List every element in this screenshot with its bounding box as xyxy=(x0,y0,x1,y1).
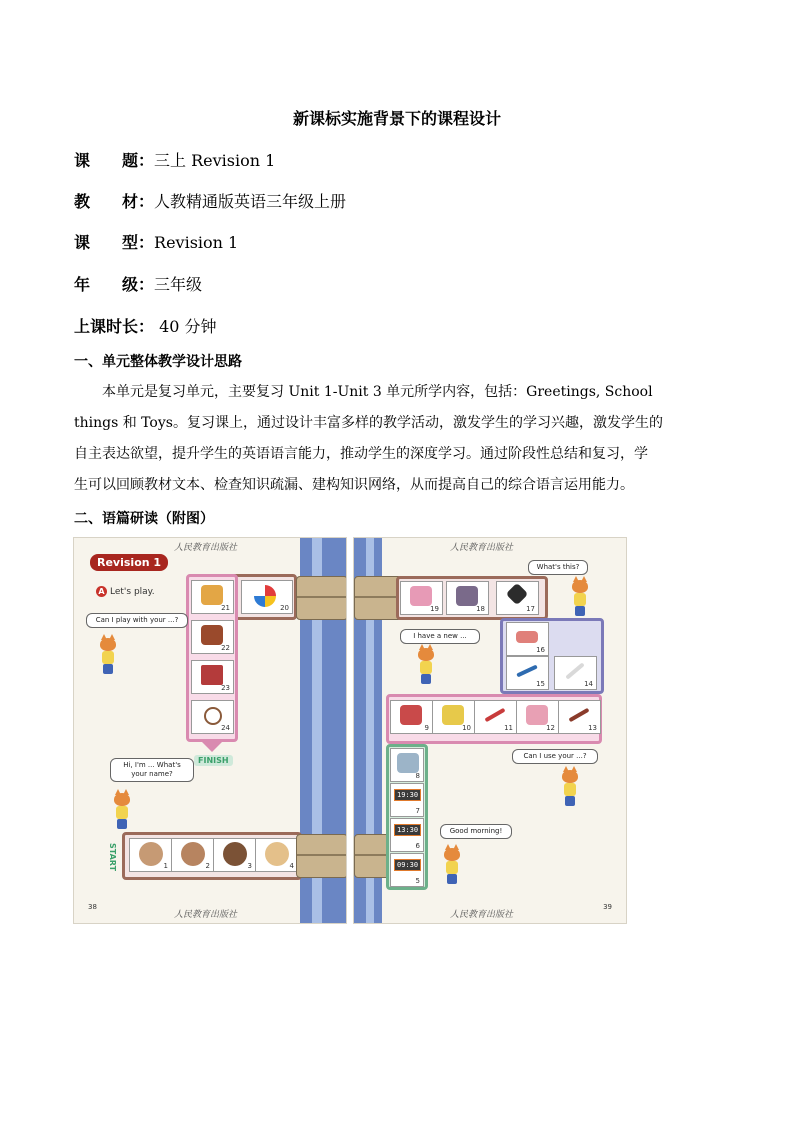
meta-type-key: 课 型： xyxy=(74,233,155,252)
tile-number: 7 xyxy=(415,807,420,815)
board-tile xyxy=(506,622,549,656)
child-avatar-icon xyxy=(139,842,163,866)
finish-arrow xyxy=(202,742,222,752)
activity-letter: A xyxy=(96,586,107,597)
tile-number: 10 xyxy=(462,724,471,732)
meta-type xyxy=(74,230,238,253)
board-tile xyxy=(516,700,559,734)
board-tile xyxy=(390,853,424,887)
board-tile xyxy=(446,581,489,615)
board-tile xyxy=(241,580,293,614)
meta-duration-key: 上课时长： xyxy=(74,317,155,336)
fox-character xyxy=(98,638,118,674)
board-tile xyxy=(390,700,433,734)
section2-heading: 二、语篇研读（附图） xyxy=(74,511,214,527)
child-avatar-icon xyxy=(265,842,289,866)
tile-number: 11 xyxy=(504,724,513,732)
finish-label: FINISH xyxy=(194,755,233,766)
board-tile xyxy=(554,656,597,690)
section1-paragraph xyxy=(74,377,720,501)
bridge xyxy=(296,576,347,620)
bridge xyxy=(354,576,402,620)
start-label: START xyxy=(108,843,117,872)
fox-character xyxy=(416,648,436,684)
activity-text: Let's play. xyxy=(110,587,155,597)
board-tile xyxy=(390,818,424,852)
tile-number: 23 xyxy=(221,684,230,692)
meta-textbook-value: 人教精通版英语三年级上册 xyxy=(154,192,347,211)
kite-icon xyxy=(506,583,529,606)
tile-number: 17 xyxy=(526,605,535,613)
puzzle-icon xyxy=(456,586,478,606)
meta-duration xyxy=(74,314,217,337)
tile-number: 20 xyxy=(280,604,289,612)
speech-bubble: Hi, I'm ... What's your name? xyxy=(110,758,194,782)
board-tile xyxy=(191,620,234,654)
tile-number: 16 xyxy=(536,646,545,654)
publisher-mark: 人民教育出版社 xyxy=(174,543,238,553)
fox-character xyxy=(570,580,590,616)
puppy-icon xyxy=(201,625,223,645)
tile-number: 19 xyxy=(430,605,439,613)
textbook-page-left xyxy=(73,537,347,924)
ruler-icon xyxy=(565,662,584,679)
board-tile xyxy=(255,838,298,872)
meta-type-value: Revision 1 xyxy=(154,233,239,252)
board-tile xyxy=(474,700,517,734)
clock-display: 13:30 xyxy=(394,824,421,836)
tile-number: 1 xyxy=(163,862,168,870)
board-tile xyxy=(191,660,234,694)
paragraph-line: things 和 Toys。复习课上，通过设计丰富多样的教学活动，激发学生的学习兴趣，激发学生的 xyxy=(74,415,663,431)
board-tile xyxy=(390,783,424,817)
doll-icon xyxy=(410,586,432,606)
ball-icon xyxy=(254,585,276,607)
paragraph-line: 生可以回顾教材文本、检查知识疏漏、建构知识网络，从而提高自己的综合语言运用能力。 xyxy=(74,477,634,493)
tile-number: 5 xyxy=(415,877,420,885)
backpack-icon xyxy=(400,705,422,725)
bus-icon xyxy=(201,665,223,685)
fox-character xyxy=(560,770,580,806)
board-tile xyxy=(191,580,234,614)
board-tile xyxy=(129,838,172,872)
tile-number: 12 xyxy=(546,724,555,732)
board-tile xyxy=(432,700,475,734)
meta-duration-value: 40 分钟 xyxy=(154,317,217,336)
tile-number: 4 xyxy=(289,862,294,870)
publisher-mark: 人民教育出版社 xyxy=(450,543,514,553)
page-number: 38 xyxy=(88,903,97,911)
page-title: 新课标实施背景下的课程设计 xyxy=(292,109,501,128)
dog-toy-icon xyxy=(201,585,223,605)
board-tile xyxy=(496,581,539,615)
activity-title xyxy=(96,586,155,597)
paragraph-line: 本单元是复习单元，主要复习 Unit 1-Unit 3 单元所学内容，包括：Greetings, School xyxy=(74,384,653,400)
board-tile xyxy=(213,838,256,872)
bedroom-icon xyxy=(397,753,419,773)
speech-bubble: What's this? xyxy=(528,560,588,575)
tile-number: 15 xyxy=(536,680,545,688)
speech-bubble: Can I use your ...? xyxy=(512,749,598,764)
tile-number: 13 xyxy=(588,724,597,732)
child-avatar-icon xyxy=(223,842,247,866)
tile-number: 21 xyxy=(221,604,230,612)
publisher-mark: 人民教育出版社 xyxy=(450,910,514,920)
tile-number: 6 xyxy=(415,842,420,850)
meta-textbook-key: 教 材： xyxy=(74,192,155,211)
speech-bubble: I have a new ... xyxy=(400,629,480,644)
tile-number: 3 xyxy=(247,862,252,870)
bicycle-icon xyxy=(204,707,222,725)
board-tile xyxy=(506,656,549,690)
tile-number: 2 xyxy=(205,862,210,870)
child-avatar-icon xyxy=(181,842,205,866)
sharpener-icon xyxy=(526,705,548,725)
page-number: 39 xyxy=(603,903,612,911)
pen-icon xyxy=(568,708,589,722)
board-tile xyxy=(390,748,424,782)
fox-character xyxy=(112,793,132,829)
tile-number: 9 xyxy=(424,724,429,732)
board-tile xyxy=(191,700,234,734)
publisher-mark: 人民教育出版社 xyxy=(174,910,238,920)
board-tile xyxy=(171,838,214,872)
tile-number: 24 xyxy=(221,724,230,732)
section1-heading: 一、单元整体教学设计思路 xyxy=(74,354,242,370)
bridge xyxy=(296,834,347,878)
board-tile xyxy=(558,700,601,734)
meta-textbook xyxy=(74,189,346,212)
tile-number: 22 xyxy=(221,644,230,652)
meta-grade xyxy=(74,272,202,295)
revision-badge: Revision 1 xyxy=(90,554,168,571)
speech-bubble: Can I play with your ...? xyxy=(86,613,188,628)
speech-bubble: Good morning! xyxy=(440,824,512,839)
tile-number: 8 xyxy=(415,772,420,780)
textbook-page-right xyxy=(353,537,627,924)
fox-character xyxy=(442,848,462,884)
clock-display: 09:30 xyxy=(394,859,421,871)
tile-number: 14 xyxy=(584,680,593,688)
meta-topic-value: 三上 Revision 1 xyxy=(154,151,276,170)
meta-grade-key: 年 级： xyxy=(74,275,155,294)
pencil-icon xyxy=(484,708,505,722)
paragraph-line: 自主表达欲望，提升学生的英语语言能力，推动学生的深度学习。通过阶段性总结和复习，学 xyxy=(74,446,648,462)
pen-icon xyxy=(516,665,538,678)
meta-topic xyxy=(74,148,275,171)
meta-grade-value: 三年级 xyxy=(154,275,203,294)
tile-number: 18 xyxy=(476,605,485,613)
notebook-icon xyxy=(442,705,464,725)
meta-topic-key: 课 题： xyxy=(74,151,155,170)
eraser-icon xyxy=(516,631,538,643)
clock-display: 19:30 xyxy=(394,789,421,801)
board-tile xyxy=(400,581,443,615)
